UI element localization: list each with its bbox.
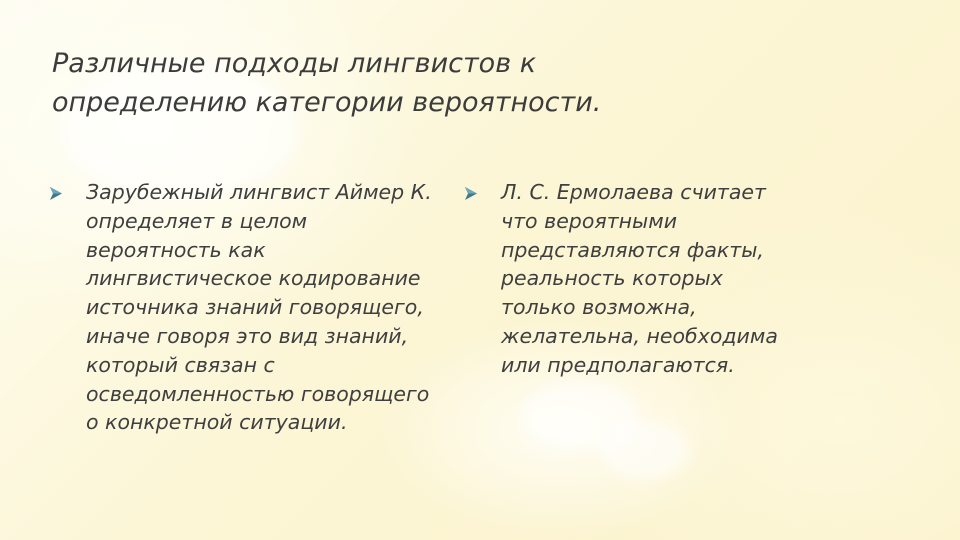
arrowhead-bullet-icon	[465, 178, 501, 200]
right-bullet-text: Л. С. Ермолаева считает что вероятными представляются факты, реальность которых только возможна, желательна, необходима или предполагаются.	[501, 180, 778, 377]
right-bullet-item	[465, 178, 825, 380]
left-bullet-item	[50, 178, 460, 437]
left-bullet-text: Зарубежный лингвист Аймер К. определяет в целом вероятность как лингвистическое кодирование источника знаний говорящего, иначе говоря это вид знаний, который связан с осведомленностью говорящего о конкретной ситуации.	[86, 180, 432, 435]
background-flower-petal	[600, 420, 690, 480]
arrowhead-bullet-icon	[50, 178, 86, 200]
slide-title: Различные подходы лингвистов к определению категории вероятности.	[52, 48, 602, 118]
